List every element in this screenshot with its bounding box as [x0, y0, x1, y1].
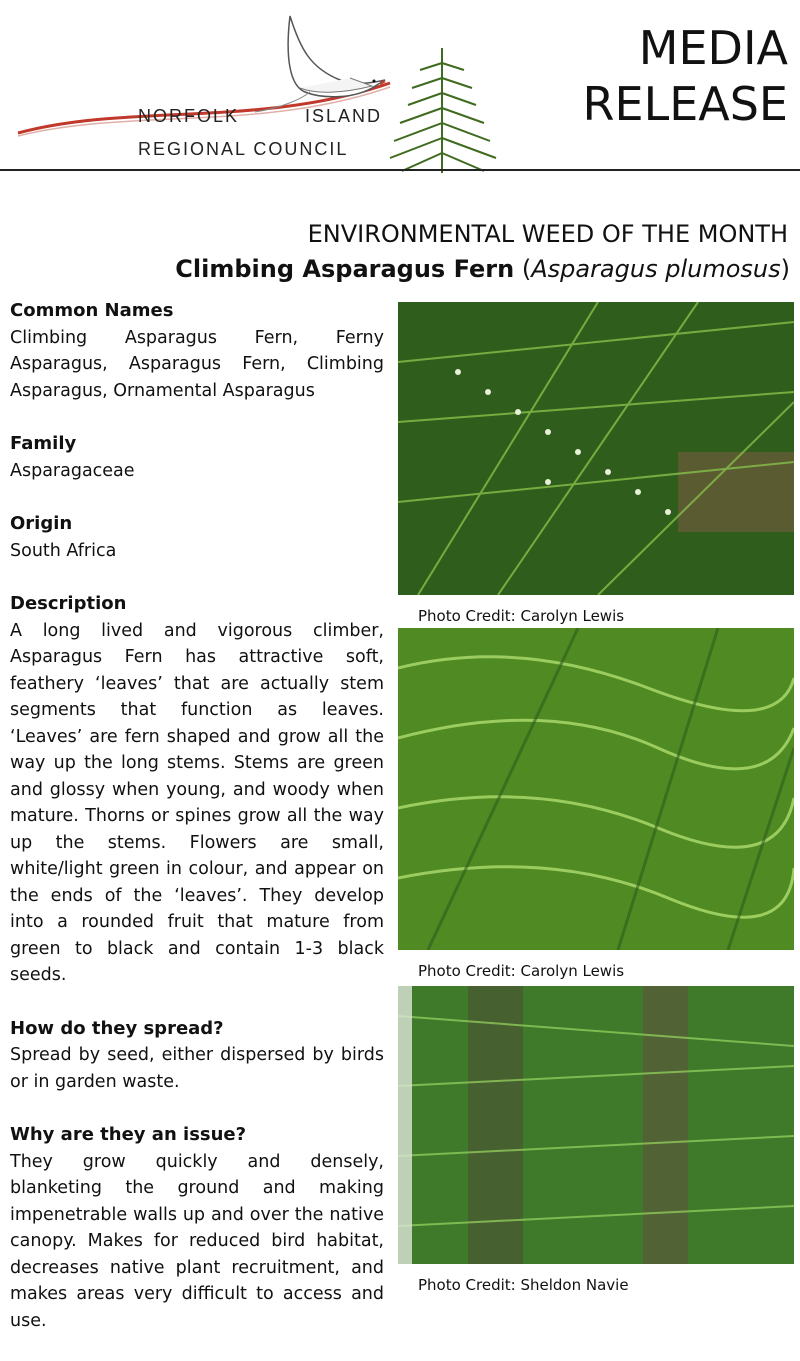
section-heading: How do they spread?	[10, 1017, 224, 1039]
norfolk-pine-icon	[390, 48, 496, 173]
section-body: They grow quickly and densely, blanketing the ground and making impenetrable walls up and over the native canopy. Makes for reduced bird habitat, decreases native plant recruitment, and makes areas very difficult to access and use.	[10, 1151, 384, 1331]
section-body: Asparagaceae	[10, 460, 135, 481]
section-description	[10, 591, 384, 989]
fern-photo-flowers	[398, 302, 794, 595]
section-issue	[10, 1122, 384, 1334]
title-close-paren: )	[780, 255, 790, 283]
section-spread	[10, 1016, 384, 1096]
section-heading: Description	[10, 593, 127, 614]
header	[0, 0, 800, 172]
section-heading: Origin	[10, 513, 73, 534]
title-common-name: Climbing Asparagus Fern	[175, 255, 515, 283]
title-scientific-name: Asparagus plumosus	[531, 255, 781, 283]
photo-credit: Photo Credit: Carolyn Lewis	[418, 607, 625, 625]
section-body: A long lived and vigorous climber, Asparagus Fern has attractive soft, feathery ‘leaves’ that are actually stem segments that function as leaves. ‘Leaves’ are fern shaped and grow all the way up the long stems. Stems are green and glossy when young, and woody when mature. Thorns or spines grow all the way up the stems. Flowers are small, white/light green in colour, and appear on the ends of the ‘leaves’. They develop into a rounded fruit that mature from green to black and contain 1-3 black seeds.	[10, 620, 384, 985]
logo-island: ISLAND	[305, 106, 383, 126]
logo-regional-council: REGIONAL COUNCIL	[138, 139, 349, 159]
media-release-heading	[583, 20, 788, 132]
release-label: RELEASE	[582, 77, 788, 131]
fern-photo-canopy	[398, 986, 794, 1264]
article-kicker: ENVIRONMENTAL WEED OF THE MONTH	[307, 220, 788, 248]
section-heading: Family	[10, 433, 77, 454]
title-open-paren: (	[514, 255, 532, 283]
text-column	[10, 298, 384, 1361]
fern-photo-foliage	[398, 628, 794, 950]
section-body: Climbing Asparagus Fern, Ferny Asparagus, Asparagus Fern, Climbing Asparagus, Ornamental Asparagus	[10, 327, 384, 401]
section-heading: Common Names	[10, 300, 174, 321]
section-body: Spread by seed, either dispersed by birds or in garden waste.	[10, 1045, 384, 1092]
council-logo	[10, 8, 530, 173]
section-body: South Africa	[10, 540, 117, 561]
media-label: MEDIA	[638, 21, 788, 75]
photo-credit: Photo Credit: Carolyn Lewis	[418, 962, 625, 980]
section-origin	[10, 511, 384, 564]
section-common-names	[10, 298, 384, 404]
section-family	[10, 431, 384, 484]
header-divider	[0, 169, 800, 171]
section-heading: Why are they an issue?	[10, 1124, 247, 1145]
article-title	[175, 255, 790, 283]
logo-norfolk: NORFOLK	[138, 106, 240, 126]
photo-credit: Photo Credit: Sheldon Navie	[418, 1276, 629, 1294]
tropicbird-icon	[255, 16, 386, 112]
